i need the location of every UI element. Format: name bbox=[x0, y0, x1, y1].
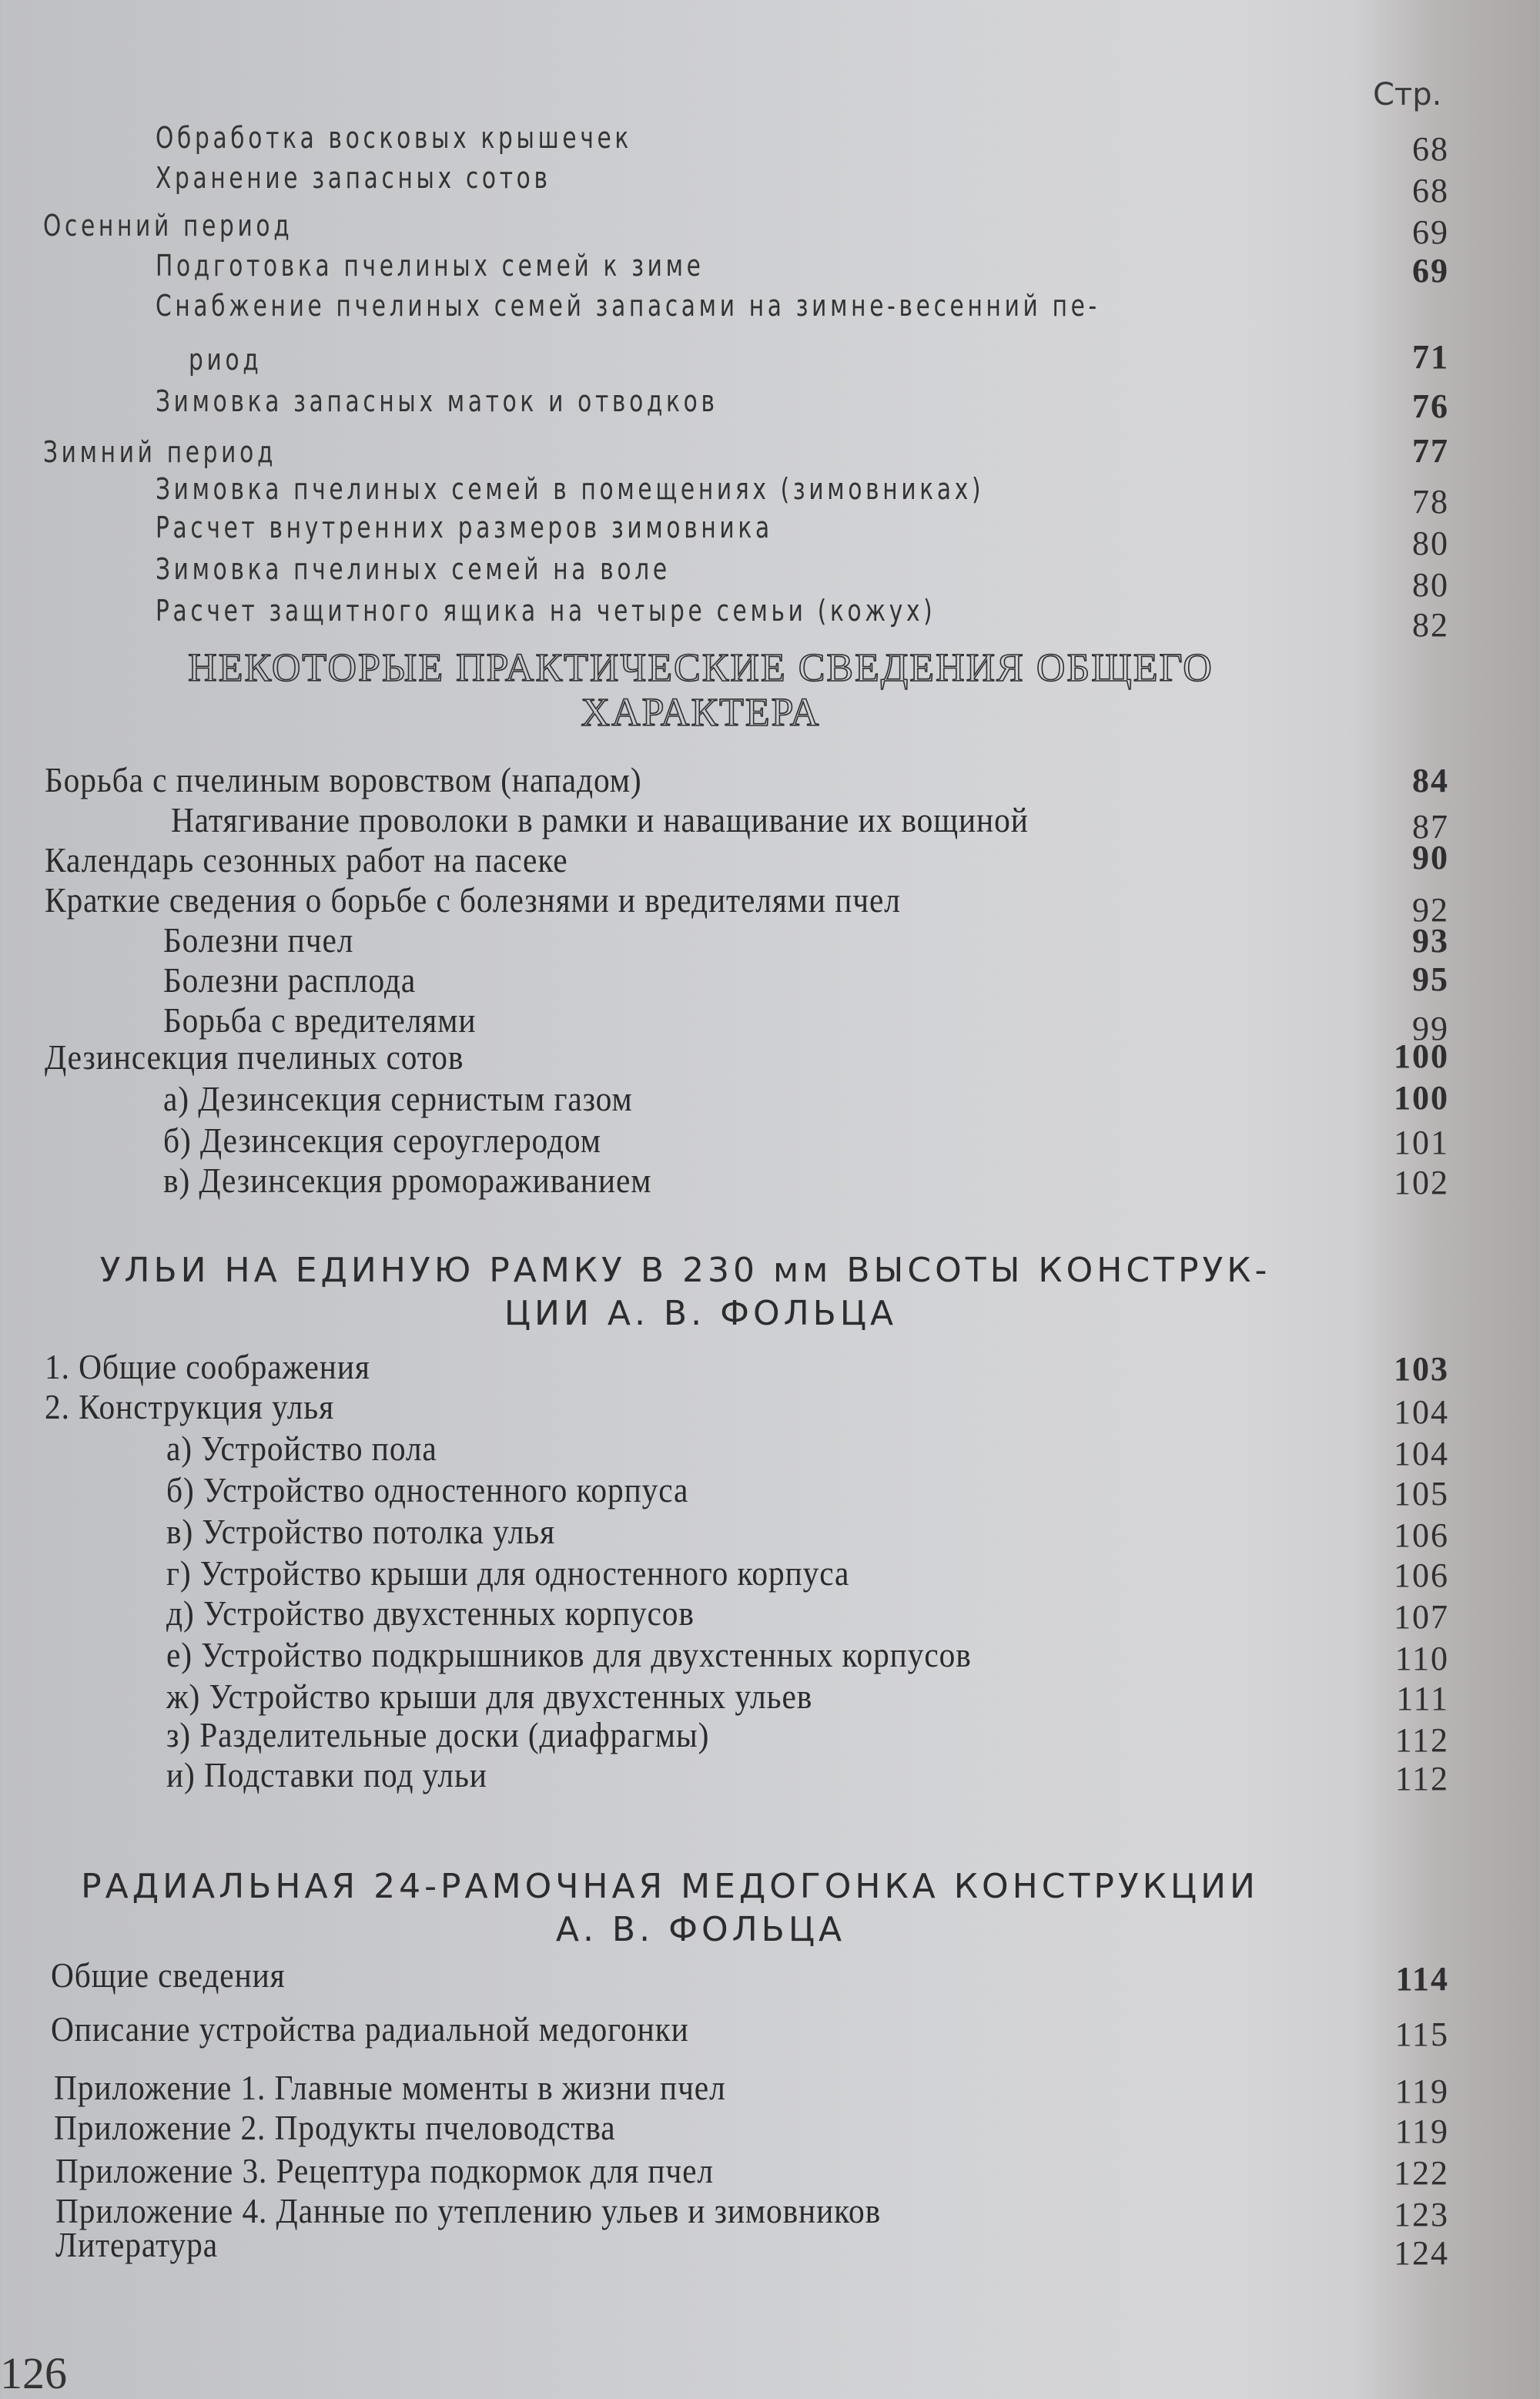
toc-entry: 2. Конструкция улья bbox=[45, 1387, 335, 1426]
toc-page-number: 76 bbox=[1412, 387, 1449, 425]
toc-page-number: 104 bbox=[1394, 1435, 1449, 1473]
toc-entry: в) Дезинсекция рромораживанием bbox=[163, 1161, 652, 1200]
toc-page-number: 123 bbox=[1394, 2196, 1449, 2233]
toc-entry: Расчет защитного ящика на четыре семьи (кожух) bbox=[156, 594, 936, 628]
toc-entry: д) Устройство двухстенных корпусов bbox=[166, 1593, 695, 1633]
toc-page-number: 101 bbox=[1394, 1124, 1449, 1161]
toc-page-number: 110 bbox=[1394, 1640, 1449, 1677]
toc-entry: г) Устройство крыши для одностенного корпуса bbox=[166, 1553, 850, 1593]
toc-entry: а) Дезинсекция сернистым газом bbox=[163, 1079, 633, 1118]
toc-entry: ж) Устройство крыши для двухстенных ульев bbox=[166, 1677, 813, 1716]
toc-page-number: 119 bbox=[1394, 2113, 1449, 2150]
toc-entry: е) Устройство подкрышников для двухстенных корпусов bbox=[166, 1635, 972, 1674]
toc-page-number: 77 bbox=[1412, 432, 1449, 470]
toc-page-number: 100 bbox=[1394, 1079, 1449, 1117]
toc-entry: Натягивание проволоки в рамки и наващивание их вощиной bbox=[171, 800, 1029, 839]
section-heading: РАДИАЛЬНАЯ 24-РАМОЧНАЯ МЕДОГОНКА КОНСТРУКЦИИ bbox=[81, 1867, 1259, 1906]
toc-entry: б) Дезинсекция сероуглеродом bbox=[163, 1121, 601, 1160]
toc-page-number: 103 bbox=[1394, 1350, 1449, 1388]
toc-entry: з) Разделительные доски (диафрагмы) bbox=[166, 1715, 710, 1754]
toc-page-number: 119 bbox=[1394, 2072, 1449, 2110]
toc-page-number: 114 bbox=[1395, 1960, 1449, 1998]
toc-entry: Болезни пчел bbox=[163, 920, 354, 960]
toc-page-number: 68 bbox=[1412, 130, 1449, 168]
toc-entry: Описание устройства радиальной медогонки bbox=[51, 2009, 689, 2049]
toc-page-number: 115 bbox=[1394, 2015, 1449, 2053]
toc-entry: Хранение запасных сотов bbox=[156, 161, 551, 195]
toc-page-number: 112 bbox=[1394, 1760, 1449, 1798]
toc-entry: а) Устройство пола bbox=[166, 1429, 437, 1468]
toc-entry: Болезни расплода bbox=[163, 960, 417, 1000]
section-heading-continued: А. В. ФОЛЬЦА bbox=[555, 1910, 846, 1949]
toc-entry: риод bbox=[189, 343, 263, 377]
toc-page-number: 87 bbox=[1412, 808, 1449, 846]
toc-entry: Борьба с пчелиным воровством (нападом) bbox=[45, 760, 642, 799]
page-folio-number: 126 bbox=[0, 2348, 67, 2398]
toc-entry: Подготовка пчелиных семей к зиме bbox=[156, 249, 705, 283]
toc-entry: Приложение 1. Главные моменты в жизни пчел bbox=[54, 2068, 726, 2107]
toc-page-number: 107 bbox=[1394, 1598, 1449, 1636]
toc-page-number: 105 bbox=[1394, 1475, 1449, 1513]
toc-entry: Зимовка запасных маток и отводков bbox=[156, 384, 718, 418]
toc-page-number: 102 bbox=[1394, 1164, 1449, 1201]
toc-page-number: 106 bbox=[1394, 1556, 1449, 1594]
toc-entry: Расчет внутренних размеров зимовника bbox=[156, 511, 773, 544]
toc-entry: Осенний период bbox=[43, 209, 293, 243]
toc-entry: Борьба с вредителями bbox=[163, 1000, 477, 1040]
section-heading: НЕКОТОРЫЕ ПРАКТИЧЕСКИЕ СВЕДЕНИЯ ОБЩЕГО bbox=[188, 646, 1214, 690]
toc-page-number: 111 bbox=[1396, 1680, 1449, 1717]
toc-page-number: 106 bbox=[1394, 1516, 1449, 1554]
toc-entry: Зимний период bbox=[43, 435, 277, 469]
toc-entry: Снабжение пчелиных семей запасами на зимне-весенний пе- bbox=[156, 289, 1100, 323]
toc-page-number: 69 bbox=[1412, 252, 1449, 290]
toc-page-number: 80 bbox=[1412, 524, 1449, 562]
toc-page-number: 84 bbox=[1412, 762, 1449, 799]
toc-page-number: 100 bbox=[1394, 1037, 1449, 1075]
toc-entry: Зимовка пчелиных семей в помещениях (зимовниках) bbox=[156, 472, 985, 506]
toc-page-number: 80 bbox=[1412, 566, 1449, 604]
toc-entry: Приложение 3. Рецептура подкормок для пчел bbox=[55, 2151, 714, 2190]
toc-page-number: 69 bbox=[1412, 213, 1449, 251]
toc-page-number: 112 bbox=[1394, 1721, 1449, 1759]
toc-entry: Общие сведения bbox=[51, 1955, 286, 1995]
toc-entry: Календарь сезонных работ на пасеке bbox=[45, 840, 568, 880]
section-heading-continued: ХАРАКТЕРА bbox=[581, 691, 821, 735]
toc-page-number: 78 bbox=[1412, 483, 1449, 521]
toc-entry: Приложение 2. Продукты пчеловодства bbox=[54, 2108, 616, 2147]
toc-entry: Литература bbox=[55, 2225, 219, 2264]
toc-entry: в) Устройство потолка улья bbox=[166, 1512, 556, 1551]
toc-entry: Обработка восковых крышечек bbox=[156, 121, 633, 155]
toc-entry: Дезинсекция пчелиных сотов bbox=[45, 1037, 464, 1077]
page-column-header: Стр. bbox=[1373, 77, 1442, 112]
toc-entry: и) Подставки под ульи bbox=[166, 1755, 487, 1794]
toc-page-number: 122 bbox=[1394, 2154, 1449, 2192]
toc-page-number: 68 bbox=[1412, 172, 1449, 209]
toc-page-number: 104 bbox=[1394, 1393, 1449, 1431]
toc-entry: б) Устройство одностенного корпуса bbox=[166, 1470, 689, 1509]
toc-entry: Краткие сведения о борьбе с болезнями и вредителями пчел bbox=[45, 880, 901, 920]
toc-page-number: 92 bbox=[1412, 891, 1449, 929]
toc-page-number: 124 bbox=[1394, 2234, 1449, 2272]
toc-page-number: 82 bbox=[1412, 606, 1449, 644]
toc-page-number: 93 bbox=[1412, 922, 1449, 960]
toc-page-number: 95 bbox=[1412, 960, 1449, 998]
toc-page-number: 99 bbox=[1412, 1010, 1449, 1047]
toc-entry: Приложение 4. Данные по утеплению ульев и зимовников bbox=[55, 2191, 882, 2230]
toc-entry: 1. Общие соображения bbox=[45, 1347, 370, 1386]
toc-page-number: 71 bbox=[1412, 338, 1449, 376]
toc-entry: Зимовка пчелиных семей на воле bbox=[156, 552, 671, 586]
section-heading: УЛЬИ НА ЕДИНУЮ РАМКУ В 230 мм ВЫСОТЫ КОНСТРУК- bbox=[99, 1251, 1271, 1290]
section-heading-continued: ЦИИ А. В. ФОЛЬЦА bbox=[504, 1294, 898, 1333]
toc-page-number: 90 bbox=[1412, 839, 1449, 876]
